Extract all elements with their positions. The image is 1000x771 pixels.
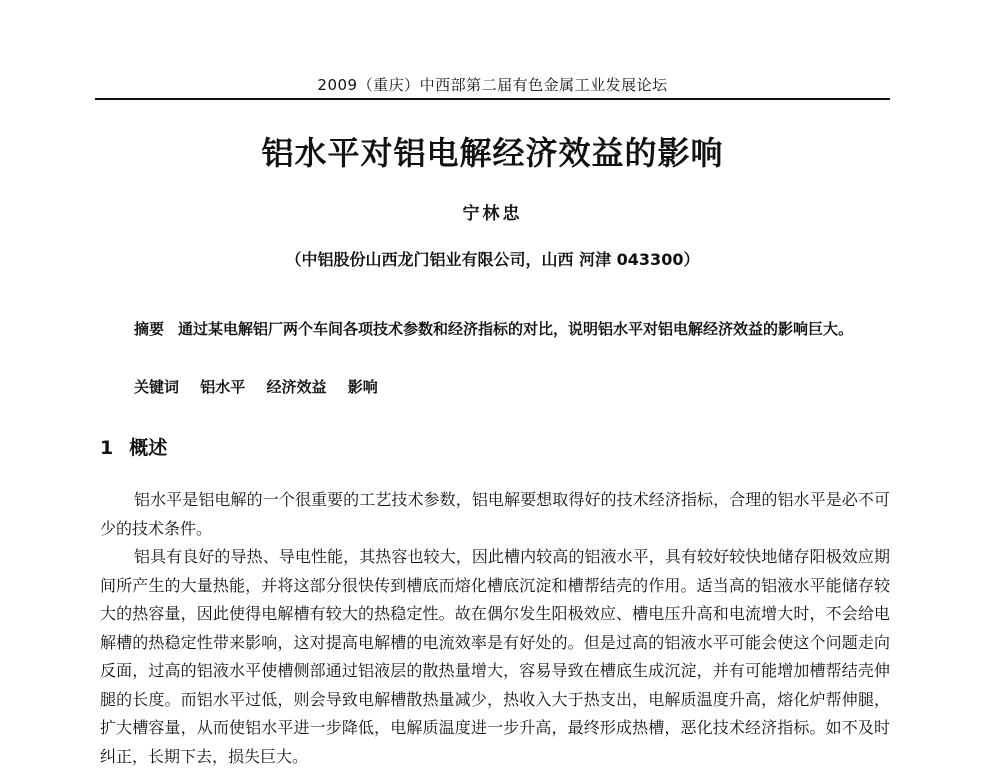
abstract: [100, 316, 890, 342]
header-rule: [95, 98, 890, 100]
abstract-label: 摘要: [134, 320, 165, 338]
paper-title: 铝水平对铝电解经济效益的影响: [261, 134, 724, 172]
keyword-item: 经济效益: [266, 378, 327, 396]
author-name: 宁林忠: [462, 204, 523, 224]
body-paragraph: 铝具有良好的导热、导电性能，其热容也较大，因此槽内较高的铝液水平，具有较好较快地储存阳极效应期间所产生的大量热能，并将这部分很快传到槽底而熔化槽底沉淀和槽帮结壳的作用。适当高的铝液水平能储存较大的热容量，因此使得电解槽有较大的热稳定性。故在偶尔发生阳极效应、槽电压升高和电流增大时，不会给电解槽的热稳定性带来影响，这对提高电解槽的电流效率是有好处的。但是过高的铝液水平可能会使这个问题走向反面，过高的铝液水平使槽侧部通过铝液层的散热量增大，容易导致在槽底生成沉淀，并有可能增加槽帮结壳伸腿的长度。而铝水平过低，则会导致电解槽散热量减少，热收入大于热支出，电解质温度升高，熔化炉帮伸腿，扩大槽容量，从而使铝水平进一步降低，电解质温度进一步升高，最终形成热槽，恶化技术经济指标。如不及时纠正，长期下去，损失巨大。: [100, 547, 890, 766]
keyword-item: 影响: [347, 378, 378, 396]
running-header: 2009（重庆）中西部第二届有色金属工业发展论坛: [317, 76, 668, 94]
keyword-item: 铝水平: [200, 378, 246, 396]
section-heading: [100, 433, 167, 460]
section-title: 概述: [129, 437, 168, 459]
keywords-label: 关键词: [134, 378, 180, 396]
keywords: [134, 376, 378, 397]
author-affiliation: （中铝股份山西龙门铝业有限公司，山西 河津 043300）: [285, 250, 700, 269]
section-number: 1: [100, 437, 114, 459]
abstract-text: 通过某电解铝厂两个车间各项技术参数和经济指标的对比，说明铝水平对铝电解经济效益的影响巨大。: [178, 320, 854, 338]
body-paragraph: 铝水平是铝电解的一个很重要的工艺技术参数，铝电解要想取得好的技术经济指标，合理的铝水平是必不可少的技术条件。: [100, 490, 890, 538]
